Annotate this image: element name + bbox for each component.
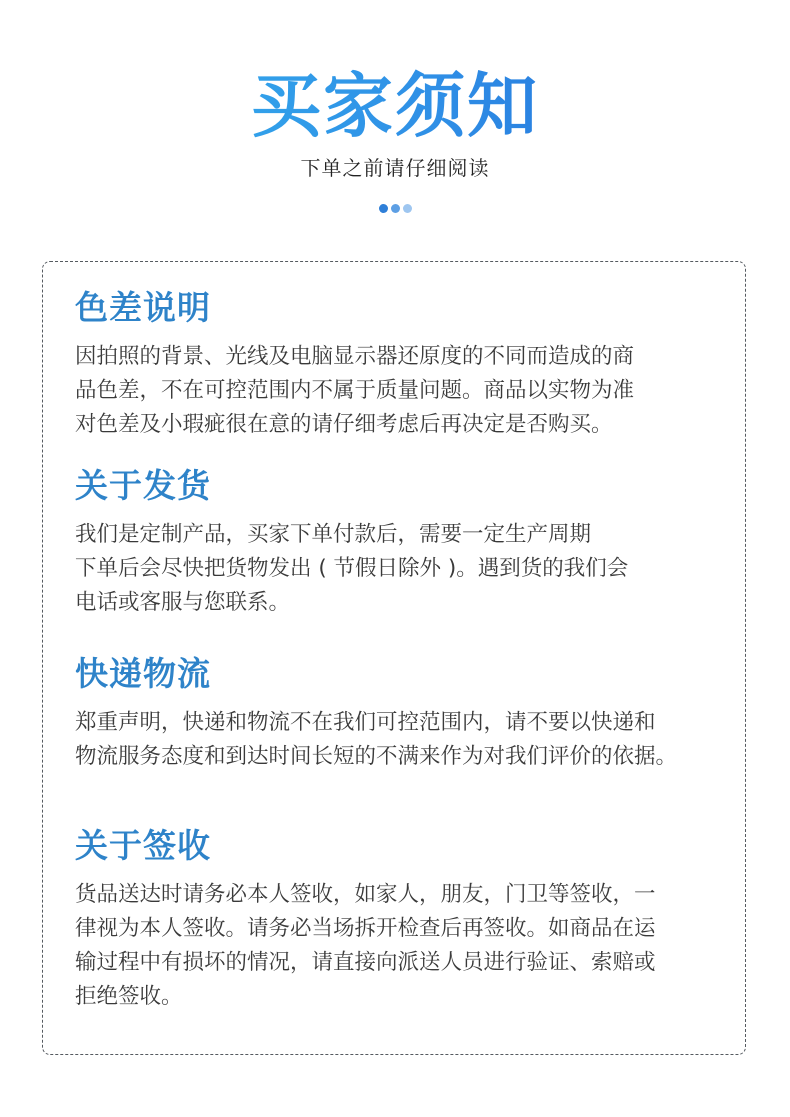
decorative-dots bbox=[0, 204, 790, 213]
section-text-line: 拒绝签收。 bbox=[75, 984, 183, 1009]
section-body bbox=[75, 518, 735, 620]
page-title: 买家须知 bbox=[0, 66, 790, 146]
section-logistics bbox=[75, 652, 735, 774]
section-shipping bbox=[75, 464, 735, 620]
section-text-line: 对色差及小瑕疵很在意的请仔细考虑后再决定是否购买。 bbox=[75, 412, 613, 437]
section-title: 关于发货 bbox=[75, 466, 211, 505]
section-title: 关于签收 bbox=[75, 826, 211, 865]
section-text-line: 郑重声明，快递和物流不在我们可控范围内，请不要以快递和 bbox=[75, 710, 656, 735]
header bbox=[0, 0, 790, 240]
section-body bbox=[75, 706, 735, 774]
section-body bbox=[75, 340, 735, 442]
dot-icon bbox=[391, 204, 400, 213]
section-title: 快递物流 bbox=[75, 654, 211, 693]
section-text-line: 品色差，不在可控范围内不属于质量问题。商品以实物为准 bbox=[75, 378, 635, 403]
section-color-difference bbox=[75, 286, 735, 442]
dot-icon bbox=[379, 204, 388, 213]
section-text-line: 输过程中有损坏的情况，请直接向派送人员进行验证、索赔或 bbox=[75, 950, 656, 975]
section-body bbox=[75, 878, 735, 1014]
section-receipt bbox=[75, 824, 735, 1014]
section-text-line: 我们是定制产品，买家下单付款后，需要一定生产周期 bbox=[75, 522, 592, 547]
section-text-line: 物流服务态度和到达时间长短的不满来作为对我们评价的依据。 bbox=[75, 744, 678, 769]
section-text-line: 货品送达时请务必本人签收，如家人，朋友，门卫等签收，一 bbox=[75, 882, 656, 907]
section-text-line: 下单后会尽快把货物发出 ( 节假日除外 )。遇到货的我们会 bbox=[75, 556, 629, 581]
section-text-line: 电话或客服与您联系。 bbox=[75, 590, 291, 615]
section-text-line: 因拍照的背景、光线及电脑显示器还原度的不同而造成的商 bbox=[75, 344, 635, 369]
section-text-line: 律视为本人签收。请务必当场拆开检查后再签收。如商品在运 bbox=[75, 916, 656, 941]
page-subtitle: 下单之前请仔细阅读 bbox=[300, 156, 490, 180]
notice-card bbox=[42, 261, 746, 1055]
dot-icon bbox=[403, 204, 412, 213]
section-title: 色差说明 bbox=[75, 288, 211, 327]
